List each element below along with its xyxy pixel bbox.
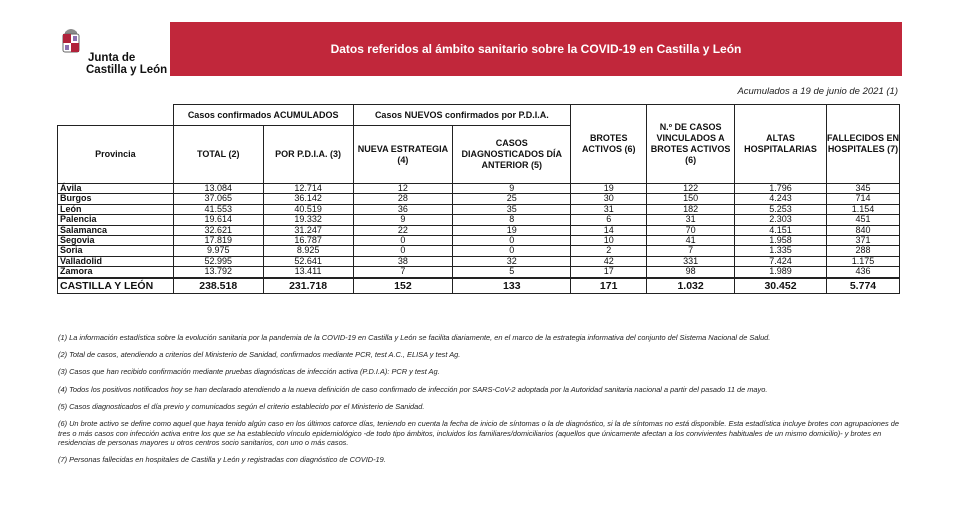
table-cell: 436 xyxy=(826,267,899,278)
total-cell: 152 xyxy=(353,278,453,294)
province-name: Palencia xyxy=(58,215,174,225)
table-cell: 0 xyxy=(453,236,571,246)
table-cell: 25 xyxy=(453,194,571,204)
table-cell: 5.253 xyxy=(735,204,827,214)
table-cell: 7.424 xyxy=(735,256,827,266)
col-header-total: TOTAL (2) xyxy=(173,126,263,184)
table-cell: 288 xyxy=(826,246,899,256)
table-cell: 122 xyxy=(647,184,735,194)
col-header-diagnosticados: CASOS DIAGNOSTICADOS DÍA ANTERIOR (5) xyxy=(453,126,571,184)
table-cell: 41 xyxy=(647,236,735,246)
total-cell: 30.452 xyxy=(735,278,827,294)
table-cell: 0 xyxy=(353,236,453,246)
table-cell: 16.787 xyxy=(263,236,353,246)
table-cell: 42 xyxy=(571,256,647,266)
table-cell: 12.714 xyxy=(263,184,353,194)
footnote: (3) Casos que han recibido confirmación mediante pruebas diagnósticas de infección activa (P.D.I.A): PCR y test Ag. xyxy=(58,367,440,377)
logo-line-2: Castilla y León xyxy=(86,64,168,76)
col-header-provincia: Provincia xyxy=(58,126,174,184)
table-cell: 331 xyxy=(647,256,735,266)
table-cell: 30 xyxy=(571,194,647,204)
table-cell: 36.142 xyxy=(263,194,353,204)
footnote: (6) Un brote activo se define como aquel que haya tenido algún caso en los últimos catorce días, teniendo en cuenta la fecha de inicio de síntomas o la de diagnóstico, si la de síntomas no está disponible. Esta estadística incluye brotes con agrupaciones de tres o más casos con infección activa entre los que se ha establecido vínculo epidemiológico -de todo tipo ámbitos, incluidos los familiares/domiciliarios (aquellos que únicamente afectan a los convivientes habituales de un mismo domicilio)- y brotes en residencias de personas mayores u otros centros socio sanitarios, con uno o más casos. xyxy=(58,418,899,448)
table-row xyxy=(58,194,900,204)
table-cell: 19.614 xyxy=(173,215,263,225)
table-cell: 9.975 xyxy=(173,246,263,256)
table-cell: 345 xyxy=(826,184,899,194)
table-cell: 14 xyxy=(571,225,647,235)
province-name: Segovia xyxy=(58,236,174,246)
total-row xyxy=(58,278,900,294)
table-cell: 451 xyxy=(826,215,899,225)
table-cell: 714 xyxy=(826,194,899,204)
total-cell: 1.032 xyxy=(647,278,735,294)
group-header-nuevos: Casos NUEVOS confirmados por P.D.I.A. xyxy=(353,105,571,126)
table-cell: 19.332 xyxy=(263,215,353,225)
logo-line-1: Junta de xyxy=(88,52,136,64)
table-cell: 150 xyxy=(647,194,735,204)
table-row xyxy=(58,246,900,256)
table-cell: 371 xyxy=(826,236,899,246)
table-cell: 41.553 xyxy=(173,204,263,214)
table-cell: 28 xyxy=(353,194,453,204)
province-name: Ávila xyxy=(58,184,174,194)
table-row xyxy=(58,184,900,194)
table-cell: 1.154 xyxy=(826,204,899,214)
total-cell: 133 xyxy=(453,278,571,294)
table-row xyxy=(58,215,900,225)
table-cell: 1.958 xyxy=(735,236,827,246)
col-header-nueva-estrategia: NUEVA ESTRATEGIA (4) xyxy=(353,126,453,184)
table-cell: 98 xyxy=(647,267,735,278)
table-cell: 40.519 xyxy=(263,204,353,214)
footnotes xyxy=(58,333,908,473)
table-cell: 9 xyxy=(353,215,453,225)
table-cell: 4.243 xyxy=(735,194,827,204)
footnote: (7) Personas fallecidas en hospitales de Castilla y León y registradas con diagnóstico de COVID-19. xyxy=(58,455,386,465)
table-cell: 31 xyxy=(571,204,647,214)
table-cell: 10 xyxy=(571,236,647,246)
table-row xyxy=(58,267,900,278)
footnote: (5) Casos diagnosticados el día previo y comunicados según el criterio establecido por el Ministerio de Sanidad. xyxy=(58,401,425,411)
province-name: León xyxy=(58,204,174,214)
table-cell: 9 xyxy=(453,184,571,194)
total-cell: 171 xyxy=(571,278,647,294)
footnote: (4) Todos los positivos notificados hoy se han declarado atendiendo a la nueva definición de caso confirmado de infección por SARS-CoV-2 adoptada por la Autoridad sanitaria nacional a partir del pasado 11 de mayo. xyxy=(58,384,768,394)
table-cell: 13.792 xyxy=(173,267,263,278)
table-cell: 35 xyxy=(453,204,571,214)
table-cell: 7 xyxy=(647,246,735,256)
table-cell: 182 xyxy=(647,204,735,214)
table-cell: 1.175 xyxy=(826,256,899,266)
table-cell: 0 xyxy=(353,246,453,256)
province-name: Burgos xyxy=(58,194,174,204)
coat-of-arms-icon xyxy=(60,26,82,54)
col-header-pdia: POR P.D.I.A. (3) xyxy=(263,126,353,184)
table-cell: 19 xyxy=(453,225,571,235)
total-cell: 238.518 xyxy=(173,278,263,294)
covid-data-table xyxy=(57,104,900,294)
table-cell: 8 xyxy=(453,215,571,225)
footnote: (1) La información estadística sobre la evolución sanitaria por la pandemia de la COVID-19 en Castilla y León se facilita diariamente, en el marco de la estrategia informativa del conjunto del Sistema Nacional de Salud. xyxy=(58,333,771,342)
table-cell: 17 xyxy=(571,267,647,278)
group-header-acumulados: Casos confirmados ACUMULADOS xyxy=(173,105,353,126)
table-cell: 1.335 xyxy=(735,246,827,256)
table-cell: 22 xyxy=(353,225,453,235)
table-cell: 4.151 xyxy=(735,225,827,235)
table-cell: 32.621 xyxy=(173,225,263,235)
table-cell: 13.084 xyxy=(173,184,263,194)
table-cell: 70 xyxy=(647,225,735,235)
total-cell: 5.774 xyxy=(826,278,899,294)
table-cell: 32 xyxy=(453,256,571,266)
table-cell: 17.819 xyxy=(173,236,263,246)
junta-logo xyxy=(60,26,168,78)
title-banner xyxy=(170,22,902,76)
total-label: CASTILLA Y LEÓN xyxy=(58,278,174,294)
table-cell: 6 xyxy=(571,215,647,225)
table-cell: 1.989 xyxy=(735,267,827,278)
table-cell: 19 xyxy=(571,184,647,194)
footnote: (2) Total de casos, atendiendo a criterios del Ministerio de Sanidad, confirmados mediante PCR, test A.C., ELISA y test Ag. xyxy=(58,350,461,360)
table-cell: 36 xyxy=(353,204,453,214)
table-cell: 38 xyxy=(353,256,453,266)
col-header-vinculados: N.º DE CASOS VINCULADOS A BROTES ACTIVOS (6) xyxy=(647,105,735,184)
table-cell: 13.411 xyxy=(263,267,353,278)
table-row xyxy=(58,225,900,235)
table-row xyxy=(58,256,900,266)
table-cell: 52.641 xyxy=(263,256,353,266)
table-cell: 5 xyxy=(453,267,571,278)
table-cell: 12 xyxy=(353,184,453,194)
table-cell: 840 xyxy=(826,225,899,235)
date-note: Acumulados a 19 de junio de 2021 (1) xyxy=(737,86,898,97)
col-header-brotes: BROTES ACTIVOS (6) xyxy=(571,105,647,184)
province-name: Zamora xyxy=(58,267,174,278)
table-cell: 7 xyxy=(353,267,453,278)
table-cell: 0 xyxy=(453,246,571,256)
table-cell: 37.065 xyxy=(173,194,263,204)
province-name: Salamanca xyxy=(58,225,174,235)
table-cell: 2.303 xyxy=(735,215,827,225)
table-cell: 8.925 xyxy=(263,246,353,256)
table-cell: 31 xyxy=(647,215,735,225)
page-title: Datos referidos al ámbito sanitario sobre la COVID-19 en Castilla y León xyxy=(330,42,742,56)
province-name: Soria xyxy=(58,246,174,256)
col-header-fallecidos: FALLECIDOS EN HOSPITALES (7) xyxy=(826,105,899,184)
table-row xyxy=(58,204,900,214)
table-cell: 2 xyxy=(571,246,647,256)
total-cell: 231.718 xyxy=(263,278,353,294)
table-cell: 52.995 xyxy=(173,256,263,266)
province-name: Valladolid xyxy=(58,256,174,266)
table-cell: 1.796 xyxy=(735,184,827,194)
table-cell: 31.247 xyxy=(263,225,353,235)
col-header-altas: ALTAS HOSPITALARIAS xyxy=(735,105,827,184)
table-row xyxy=(58,236,900,246)
